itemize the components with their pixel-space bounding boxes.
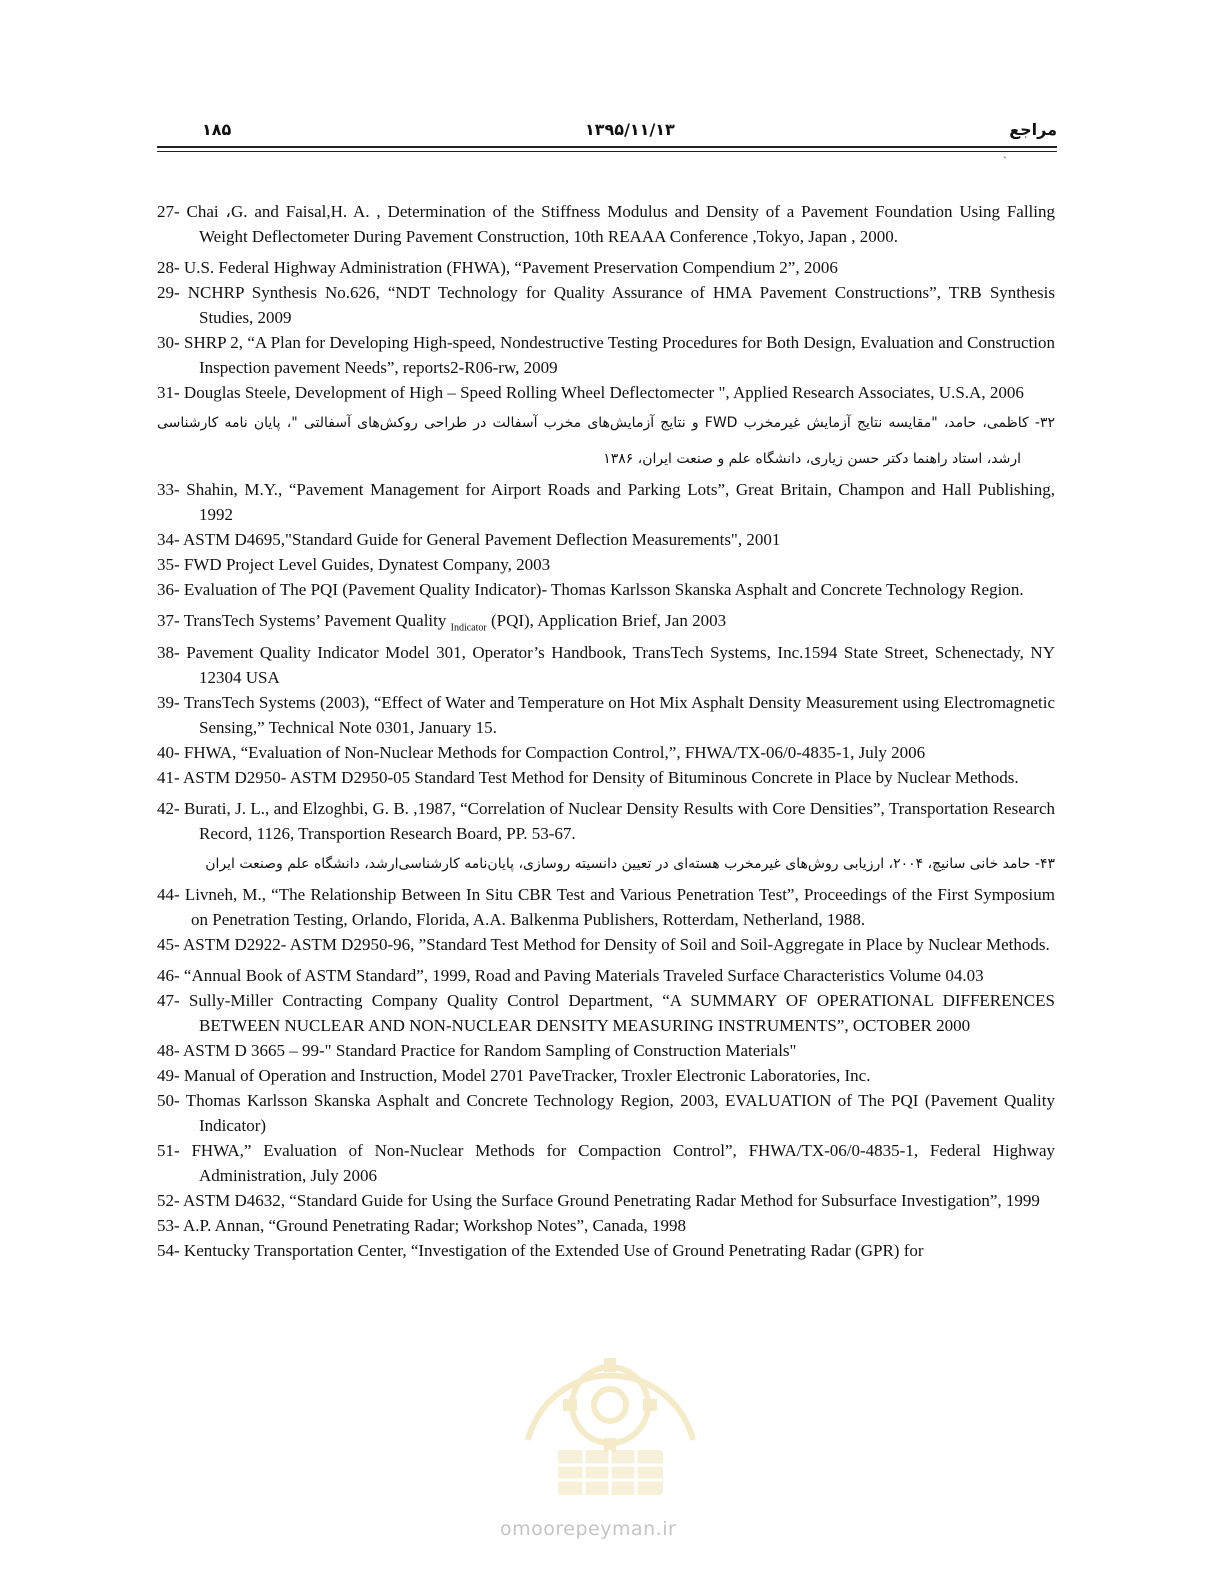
reference-text-tail: (PQI), Application Brief, Jan 2003 [486, 611, 727, 630]
reference-item-persian: ۳۲- کاظمی، حامد، "مقایسه نتایج آزمایش غیرمخرب FWD و نتایج آزمایش‌های مخرب آسفالت در طراحی روکش‌های آسفالتی "، پایان نامه کارشناسی ارشد، استاد راهنما دکتر حسن زیاری، دانشگاه علم و صنعت ایران، ۱۳۸۶ [157, 415, 1055, 467]
reference-item: 44- Livneh, M., “The Relationship Between In Situ CBR Test and Various Penetration Test”, Proceedings of the First Symposium on Penetration Testing, Orlando, Florida, A.A. Balkenma Publishers, Rotterdam, Netherland, 1988. [157, 885, 1055, 930]
reference-subscript: Indicator [450, 622, 487, 634]
reference-item: 49- Manual of Operation and Instruction, Model 2701 PaveTracker, Troxler Electronic Laboratories, Inc. [157, 1066, 871, 1086]
reference-item: 33- Shahin, M.Y., “Pavement Management for Airport Roads and Parking Lots”, Great Britain, Champon and Hall Publishing, 1992 [157, 480, 1055, 524]
reference-item: 45- ASTM D2922- ASTM D2950-96, ”Standard Test Method for Density of Soil and Soil-Aggregate in Place by Nuclear Methods. [157, 935, 1050, 955]
reference-item: 48- ASTM D 3665 – 99-" Standard Practice for Random Sampling of Construction Materials" [157, 1041, 797, 1061]
reference-item: 30- SHRP 2, “A Plan for Developing High-speed, Nondestructive Testing Procedures for Both Design, Evaluation and Construction Inspection pavement Needs”, reports2-R06-rw, 2009 [157, 333, 1055, 377]
reference-item: 39- TransTech Systems (2003), “Effect of Water and Temperature on Hot Mix Asphalt Density Measurement using Electromagnetic Sensing,” Technical Note 0301, January 15. [157, 693, 1055, 738]
reference-item: 36- Evaluation of The PQI (Pavement Quality Indicator)- Thomas Karlsson Skanska Asphalt and Concrete Technology Region. [157, 580, 1024, 599]
watermark-site: omoorepeyman.ir [500, 1518, 677, 1540]
reference-item: 28- U.S. Federal Highway Administration (FHWA), “Pavement Preservation Compendium 2”, 2006 [157, 258, 838, 277]
watermark-logo [488, 1290, 733, 1505]
reference-item: 51- FHWA,” Evaluation of Non-Nuclear Methods for Compaction Control”, FHWA/TX-06/0-4835-1, Federal Highway Administration, July 2006 [157, 1141, 1055, 1186]
reference-item: 41- ASTM D2950- ASTM D2950-05 Standard Test Method for Density of Bituminous Concrete in Place by Nuclear Methods. [157, 768, 1019, 788]
header-rule-thin [157, 151, 1057, 152]
header-tick-mark: ` [1003, 154, 1007, 168]
reference-item: 50- Thomas Karlsson Skanska Asphalt and Concrete Technology Region, 2003, EVALUATION of The PQI (Pavement Quality Indicator) [157, 1091, 1055, 1136]
reference-item: 35- FWD Project Level Guides, Dynatest Company, 2003 [157, 555, 551, 574]
reference-item: 38- Pavement Quality Indicator Model 301, Operator’s Handbook, TransTech Systems, Inc.1594 State Street, Schenectady, NY 12304 USA [157, 643, 1055, 688]
watermark-arc [528, 1375, 693, 1440]
header-rule-thick [157, 146, 1057, 148]
reference-item: 46- “Annual Book of ASTM Standard”, 1999, Road and Paving Materials Traveled Surface Characteristics Volume 04.03 [157, 966, 984, 986]
reference-item: 34- ASTM D4695,"Standard Guide for General Pavement Deflection Measurements", 2001 [157, 530, 781, 549]
reference-item: 40- FHWA, “Evaluation of Non-Nuclear Methods for Compaction Control,”, FHWA/TX-06/0-4835-1, July 2006 [157, 743, 926, 763]
reference-item: 53- A.P. Annan, “Ground Penetrating Radar; Workshop Notes”, Canada, 1998 [157, 1216, 687, 1236]
reference-item: 31- Douglas Steele, Development of High – Speed Rolling Wheel Deflectomecter ", Applied Research Associates, U.S.A, 2006 [157, 383, 1024, 402]
reference-item: 47- Sully-Miller Contracting Company Quality Control Department, “A SUMMARY OF OPERATIONAL DIFFERENCES BETWEEN NUCLEAR AND NON-NUCLEAR DENSITY MEASURING INSTRUMENTS”, OCTOBER 2000 [157, 991, 1055, 1036]
reference-text: 37- TransTech Systems’ Pavement Quality [157, 611, 451, 630]
reference-item [157, 608, 1055, 640]
reference-item: 42- Burati, J. L., and Elzoghbi, G. B. ,1987, “Correlation of Nuclear Density Results with Core Densities”, Transportation Research Record, 1126, Transportion Research Board, PP. 53-67. [157, 799, 1055, 844]
reference-item: 29- NCHRP Synthesis No.626, “NDT Technology for Quality Assurance of HMA Pavement Constructions”, TRB Synthesis Studies, 2009 [157, 283, 1055, 327]
reference-item: 54- Kentucky Transportation Center, “Investigation of the Extended Use of Ground Penetrating Radar (GPR) for [157, 1241, 924, 1261]
reference-item-persian: ۴۳- حامد خانی سانیچ، ۲۰۰۴، ارزیابی روش‌های غیرمخرب هسته‌ای در تعیین دانسیته روسازی، پایان‌نامه کارشناسی‌ارشد، دانشگاه علم وصنعت ایران [205, 856, 1055, 873]
reference-item: 27- Chai ،G. and Faisal,H. A. , Determination of the Stiffness Modulus and Density of a Pavement Foundation Using Falling Weight Deflectometer During Pavement Construction, 10th REAAA Conference ,Tokyo, Japan , 2000. [157, 202, 1055, 246]
page-header [157, 120, 1057, 168]
reference-item: 52- ASTM D4632, “Standard Guide for Using the Surface Ground Penetrating Radar Method for Subsurface Investigation”, 1999 [157, 1191, 1040, 1211]
reference-list [157, 199, 1055, 1263]
section-title: مراجع [1009, 120, 1057, 139]
header-date: ۱۳۹۵/۱۱/۱۳ [585, 120, 675, 139]
page-number: ۱۸۵ [202, 120, 232, 139]
